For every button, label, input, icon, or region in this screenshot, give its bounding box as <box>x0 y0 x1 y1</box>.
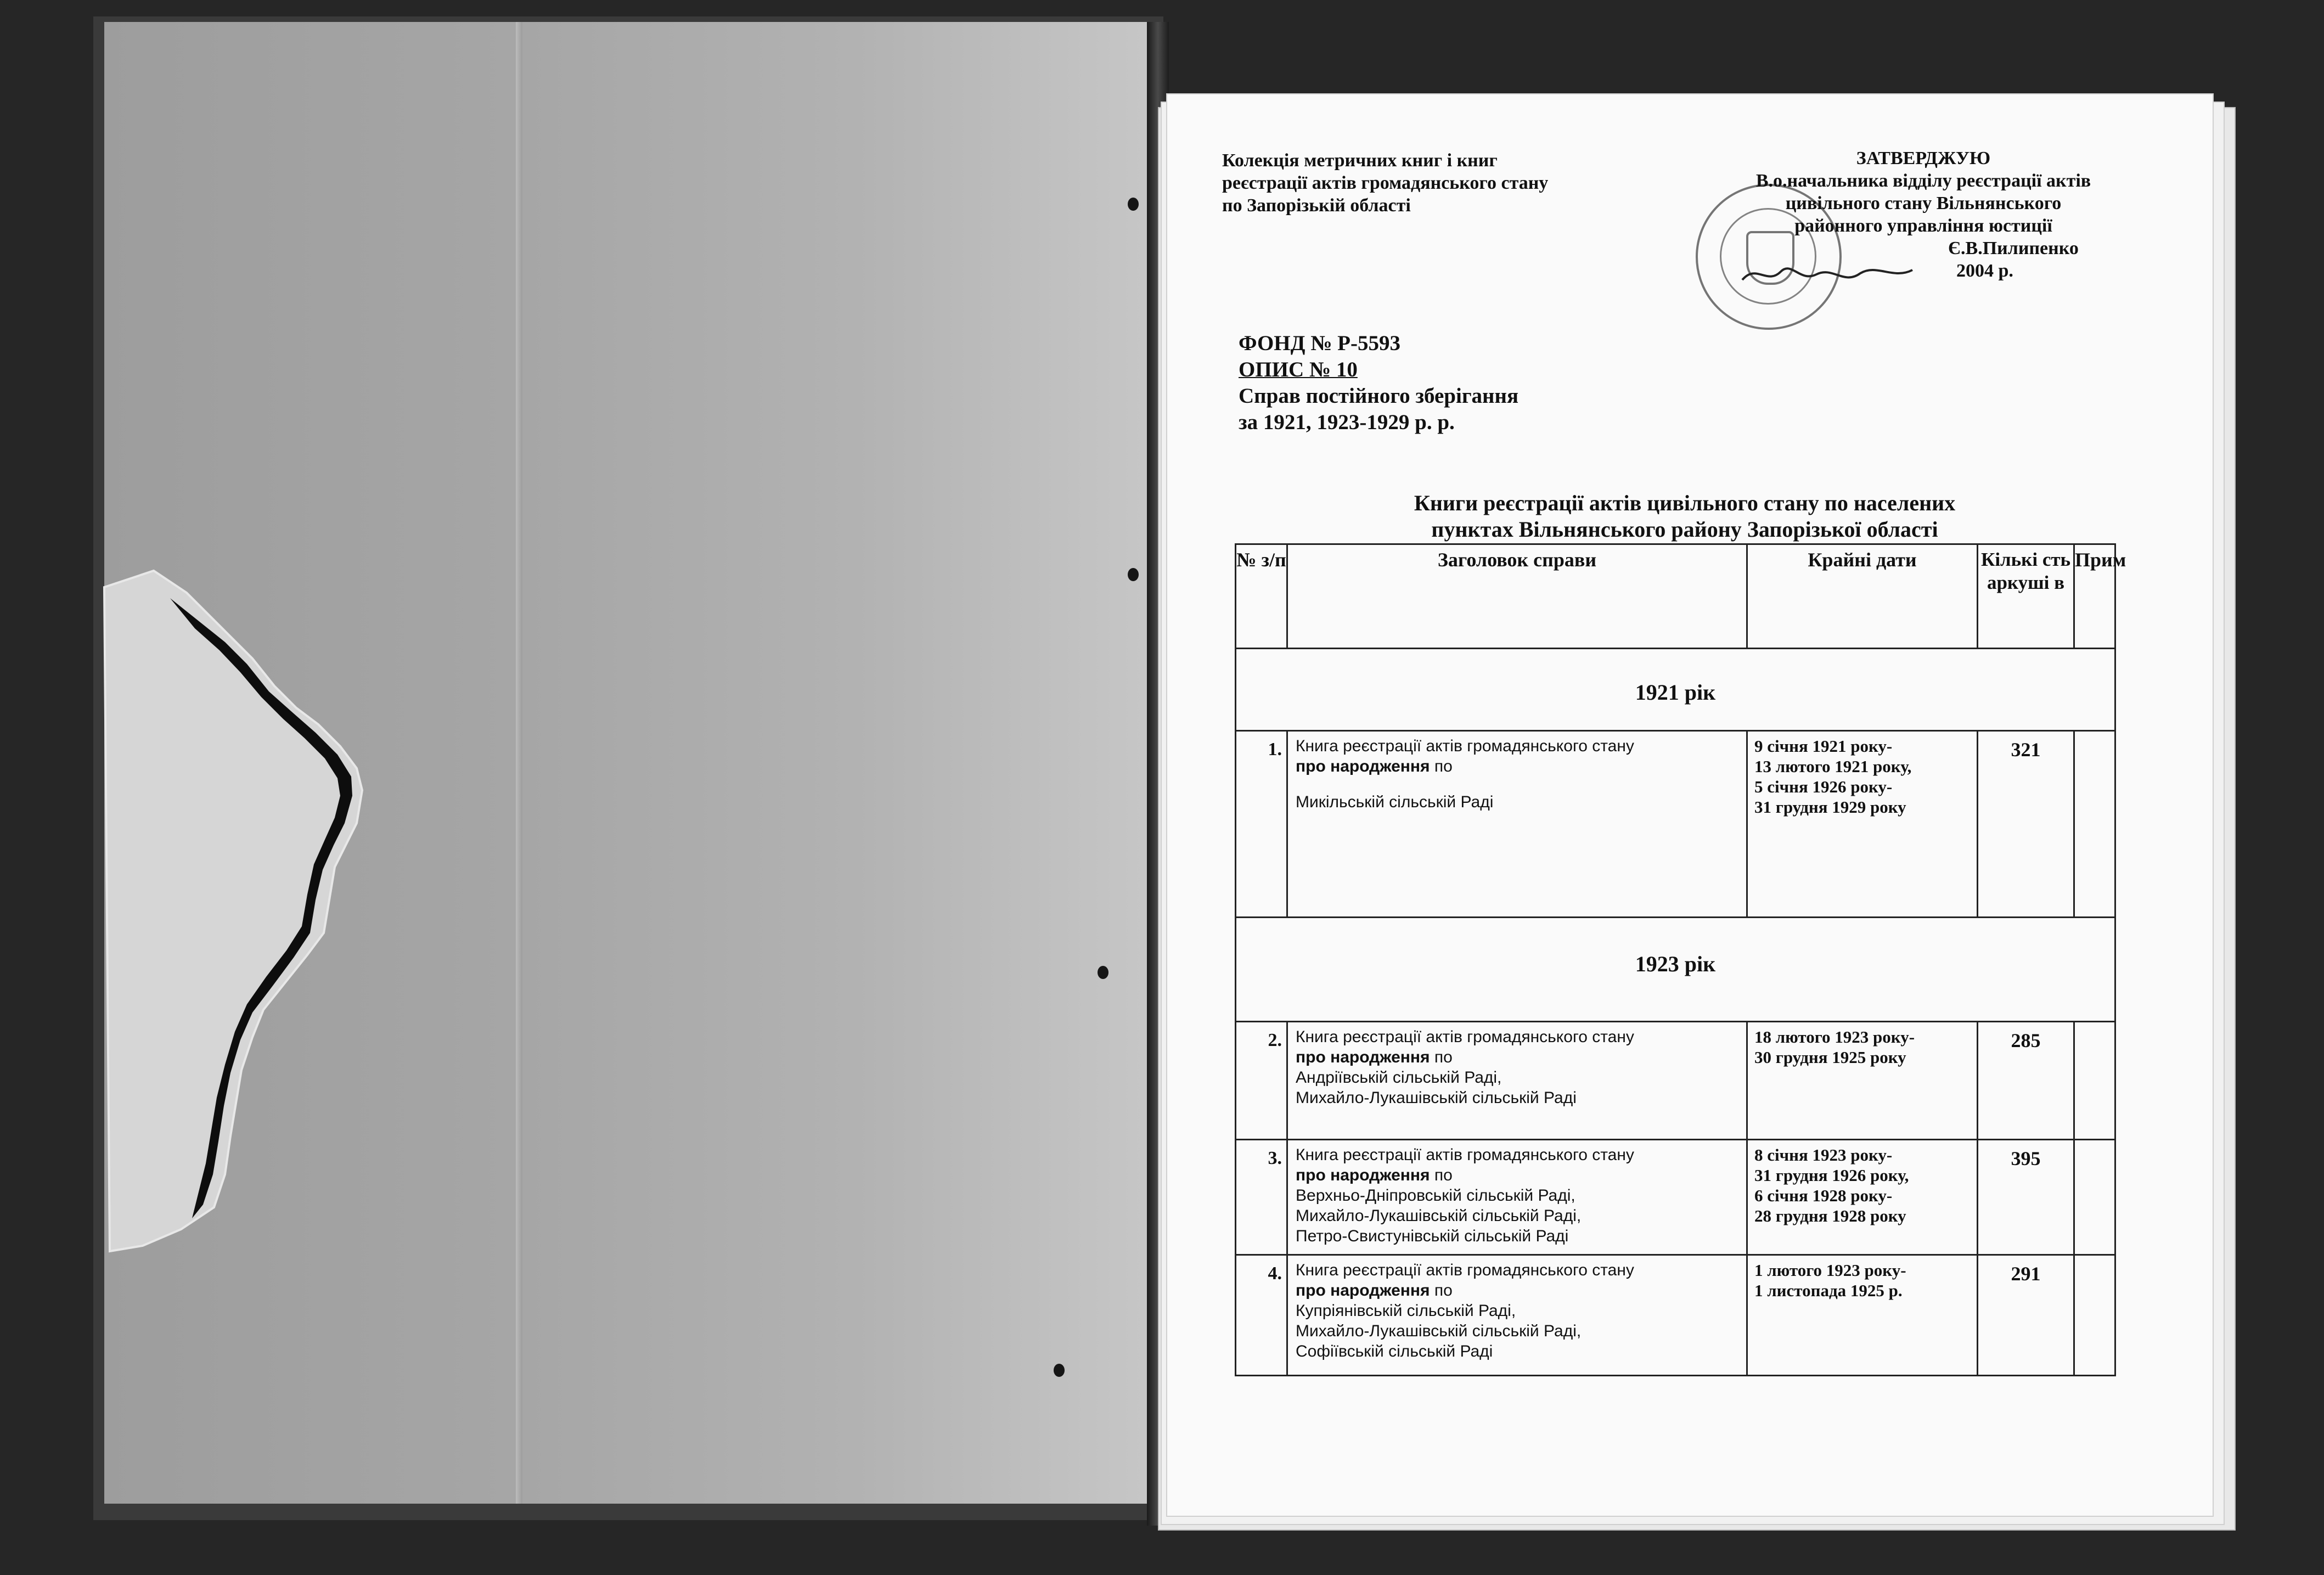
row-title-suffix: по <box>1430 1048 1453 1066</box>
torn-paper-edge <box>99 560 373 1273</box>
opis-number: ОПИС № 10 <box>1239 358 1358 381</box>
binder-hole <box>1098 966 1108 979</box>
collection-line: по Запорізькій області <box>1222 195 1411 216</box>
row-title-prefix: Книга реєстрації актів громадянського стану <box>1296 1261 1634 1279</box>
row-place <box>1296 777 1746 792</box>
approval-name: Є.В.Пилипенко <box>1948 238 2079 258</box>
row-dates <box>1747 1255 1978 1376</box>
table-row <box>1236 1255 2115 1376</box>
row-title-prefix: Книга реєстрації актів громадянського стану <box>1296 737 1634 755</box>
row-place: Андріївській сільській Раді, <box>1296 1068 1502 1087</box>
approval-line: цивільного стану Вільнянського <box>1785 193 2062 213</box>
row-place: Петро-Свистунівській сільській Раді <box>1296 1227 1569 1245</box>
row-dates <box>1747 731 1978 918</box>
fond-number: ФОНД № Р-5593 <box>1239 331 1400 355</box>
col-header-title: Заголовок справи <box>1287 544 1747 649</box>
row-date-line: 9 січня 1921 року- <box>1754 736 1893 756</box>
row-title-bold: про народження <box>1296 1048 1430 1066</box>
row-num: 3. <box>1236 1140 1287 1255</box>
approval-block <box>1712 147 2135 282</box>
row-title-prefix: Книга реєстрації актів громадянського стану <box>1296 1028 1634 1046</box>
table-row <box>1236 1022 2115 1140</box>
row-title-suffix: по <box>1430 1281 1453 1300</box>
row-date-line: 31 грудня 1929 року <box>1754 797 1906 817</box>
row-place: Михайло-Лукашівській сільській Раді, <box>1296 1322 1582 1340</box>
row-sheets: 285 <box>1978 1022 2074 1140</box>
row-sheets: 291 <box>1978 1255 2074 1376</box>
row-title <box>1287 1140 1747 1255</box>
row-title <box>1287 1022 1747 1140</box>
table-title <box>1290 490 2080 543</box>
row-num: 2. <box>1236 1022 1287 1140</box>
row-date-line: 1 лютого 1923 року- <box>1754 1261 1906 1280</box>
row-title-bold: про народження <box>1296 1166 1430 1184</box>
row-date-line: 31 грудня 1926 року, <box>1754 1166 1909 1185</box>
binder-hole <box>1128 568 1139 581</box>
register-table <box>1235 543 2126 1376</box>
row-place: Купріянівській сільській Раді, <box>1296 1302 1516 1320</box>
table-row <box>1236 1140 2115 1255</box>
collection-line: реєстрації актів громадянського стану <box>1222 173 1549 193</box>
row-date-line: 30 грудня 1925 року <box>1754 1048 1906 1067</box>
year-label: 1921 рік <box>1236 649 2115 731</box>
approval-title: ЗАТВЕРДЖУЮ <box>1856 148 1991 168</box>
row-place: Софіївській сільській Раді <box>1296 1342 1493 1360</box>
row-notes <box>2074 1022 2115 1140</box>
row-notes <box>2074 1255 2115 1376</box>
row-place: Верхньо-Дніпровській сільській Раді, <box>1296 1186 1575 1205</box>
row-title <box>1287 731 1747 918</box>
fond-block <box>1239 330 1518 436</box>
row-date-line: 13 лютого 1921 року, <box>1754 757 1912 776</box>
year-row <box>1236 649 2115 731</box>
table-title-line: Книги реєстрації актів цивільного стану по населених <box>1414 491 1956 515</box>
row-notes <box>2074 1140 2115 1255</box>
binder-hole <box>1128 198 1139 211</box>
row-title-bold: про народження <box>1296 757 1430 775</box>
approval-line: В.о.начальника відділу реєстрації актів <box>1755 171 2091 191</box>
table-title-line: пунктах Вільнянського району Запорізької області <box>1431 517 1938 542</box>
row-date-line: 8 січня 1923 року- <box>1754 1145 1893 1165</box>
col-header-num: № з/п <box>1236 544 1287 649</box>
row-place: Михайло-Лукашівській сільській Раді, <box>1296 1207 1582 1225</box>
row-title-suffix: по <box>1430 1166 1453 1184</box>
approval-date: 2004 р. <box>1956 261 2013 281</box>
col-header-dates: Крайні дати <box>1747 544 1978 649</box>
page-fold <box>516 22 522 1504</box>
row-date-line: 6 січня 1928 року- <box>1754 1186 1893 1205</box>
row-sheets: 395 <box>1978 1140 2074 1255</box>
approval-line: районного управління юстиції <box>1794 216 2052 236</box>
col-header-notes: Прим <box>2074 544 2115 649</box>
row-date-line: 1 листопада 1925 р. <box>1754 1281 1903 1300</box>
row-num: 1. <box>1236 731 1287 918</box>
year-row <box>1236 918 2115 1022</box>
row-title-prefix: Книга реєстрації актів громадянського стану <box>1296 1146 1634 1164</box>
row-date-line: 5 січня 1926 року- <box>1754 777 1893 796</box>
row-title-bold: про народження <box>1296 1281 1430 1300</box>
row-place: Микільській сільській Раді <box>1296 793 1494 811</box>
table-header-row <box>1236 544 2115 649</box>
row-notes <box>2074 731 2115 918</box>
binder-hole <box>1054 1364 1065 1377</box>
row-dates <box>1747 1140 1978 1255</box>
row-date-line: 28 грудня 1928 року <box>1754 1206 1906 1225</box>
collection-header <box>1222 149 1548 217</box>
row-sheets: 321 <box>1978 731 2074 918</box>
storage-type: Справ постійного зберігання <box>1239 384 1519 408</box>
year-label: 1923 рік <box>1236 918 2115 1022</box>
row-dates <box>1747 1022 1978 1140</box>
row-num: 4. <box>1236 1255 1287 1376</box>
col-header-sheets: Кількі сть аркуші в <box>1978 544 2074 649</box>
row-date-line: 18 лютого 1923 року- <box>1754 1027 1915 1047</box>
row-title <box>1287 1255 1747 1376</box>
table-row <box>1236 731 2115 918</box>
period: за 1921, 1923-1929 р. р. <box>1239 410 1455 434</box>
collection-line: Колекція метричних книг і книг <box>1222 150 1498 171</box>
row-title-suffix: по <box>1430 757 1453 775</box>
row-place: Михайло-Лукашівській сільській Раді <box>1296 1089 1577 1107</box>
